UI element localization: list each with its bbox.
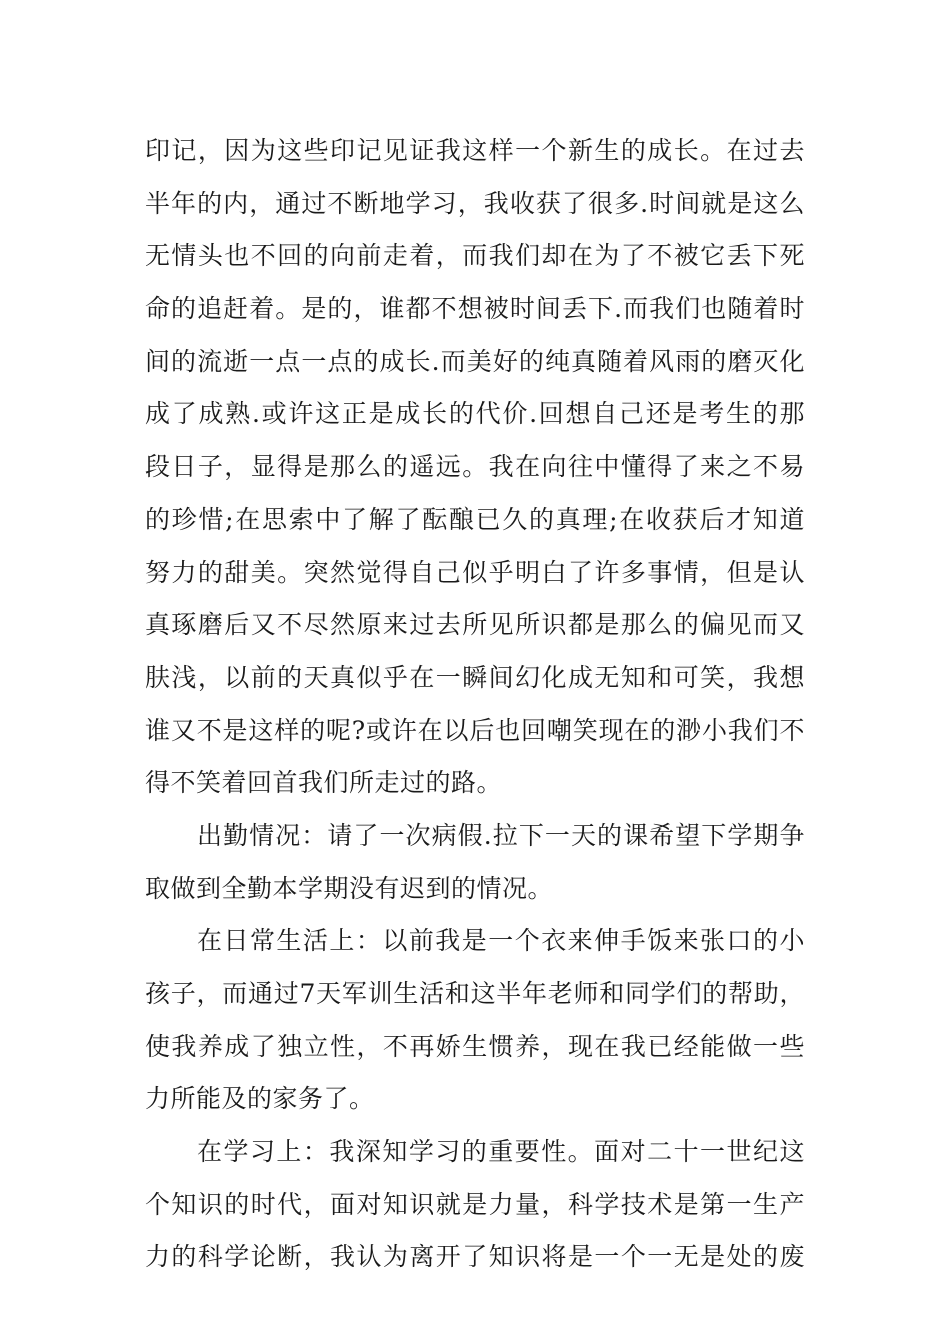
text-line: 力所能及的家务了。 — [145, 1084, 375, 1114]
text-line: 谁又不是这样的呢?或许在以后也回嘲笑现在的渺小我们不 — [145, 715, 805, 745]
text-line: 取做到全勤本学期没有迟到的情况。 — [145, 873, 554, 903]
text-line: 在学习上：我深知学习的重要性。面对二十一世纪这 — [197, 1137, 805, 1167]
text-line: 无情头也不回的向前走着，而我们却在为了不被它丢下死 — [145, 241, 805, 271]
text-line: 半年的内，通过不断地学习，我收获了很多.时间就是这么 — [145, 188, 805, 218]
text-line: 出勤情况：请了一次病假.拉下一天的课希望下学期争 — [197, 820, 805, 850]
text-line: 努力的甜美。突然觉得自己似乎明白了许多事情，但是认 — [145, 557, 805, 587]
text-line: 个知识的时代，面对知识就是力量，科学技术是第一生产 — [145, 1189, 805, 1219]
text-line: 间的流逝一点一点的成长.而美好的纯真随着风雨的磨灭化 — [145, 346, 805, 376]
text-line: 使我养成了独立性，不再娇生惯养，现在我已经能做一些 — [145, 1031, 805, 1061]
text-line: 命的追赶着。是的，谁都不想被时间丢下.而我们也随着时 — [145, 294, 805, 324]
text-line: 得不笑着回首我们所走过的路。 — [145, 768, 503, 798]
text-line: 成了成熟.或许这正是成长的代价.回想自己还是考生的那 — [145, 399, 805, 429]
text-line: 在日常生活上：以前我是一个衣来伸手饭来张口的小 — [197, 926, 805, 956]
text-line: 印记，因为这些印记见证我这样一个新生的成长。在过去 — [145, 136, 805, 165]
text-line: 段日子，显得是那么的遥远。我在向往中懂得了来之不易 — [145, 452, 805, 482]
body-text — [145, 125, 805, 1284]
text-line: 肤浅，以前的天真似乎在一瞬间幻化成无知和可笑，我想 — [145, 662, 805, 692]
text-line: 孩子，而通过7天军训生活和这半年老师和同学们的帮助， — [145, 979, 805, 1008]
text-line: 的珍惜;在思索中了解了酝酿已久的真理;在收获后才知道 — [145, 504, 805, 534]
text-line: 真琢磨后又不尽然原来过去所见所识都是那么的偏见而又 — [145, 610, 805, 640]
text-line: 力的科学论断，我认为离开了知识将是一个一无是处的废 — [145, 1242, 805, 1272]
